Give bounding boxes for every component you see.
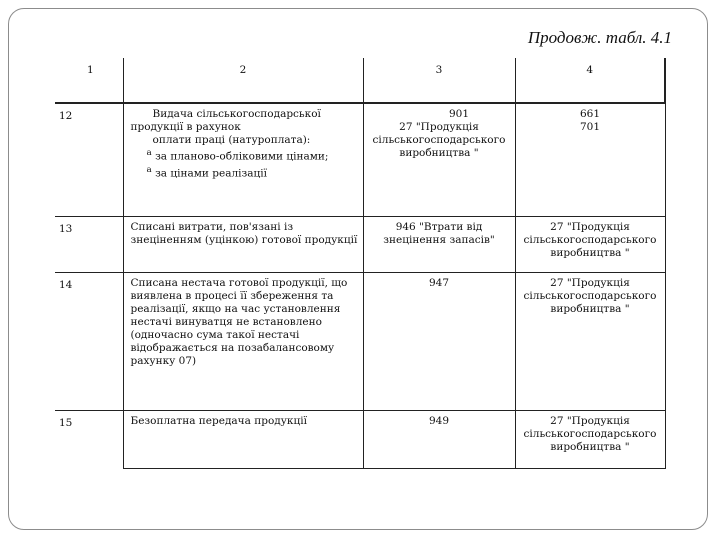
table-row — [55, 103, 665, 216]
table-caption: Продовж. табл. 4.1 — [527, 28, 672, 47]
operation-description: Безоплатна передача продукції — [123, 410, 363, 468]
operation-description: Списана нестача готової продукції, що виявлена в процесі її збереження та реалізації, якщо на час установлення нестачі винуватця не встановлено (одночасно сума такої нестачі відображається на позабалансовому рахунку 07) — [123, 272, 363, 410]
debit-account: 946 "Втрати від знецінення запасів" — [363, 216, 515, 272]
row-number: 12 — [55, 103, 123, 216]
credit-account: 27 "Продукція сільськогосподарського виробництва " — [515, 216, 665, 272]
table-row — [55, 410, 665, 468]
credit-account: 27 "Продукція сільськогосподарського виробництва " — [515, 272, 665, 410]
debit-account: 947 — [363, 272, 515, 410]
row-number: 14 — [55, 272, 123, 410]
table-row — [55, 216, 665, 272]
header-col-2: 2 — [123, 58, 363, 103]
credit-account: 661 701 — [515, 103, 665, 216]
operation-description: Видача сільськогосподарської продукції в рахунок оплати праці (натуроплата): $^a$ за планово-обліковими цінами; $^a$ за цінами реалізації — [123, 103, 363, 216]
accounting-table — [55, 58, 666, 469]
header-col-4: 4 — [515, 58, 665, 103]
table-row — [55, 272, 665, 410]
operation-description: Списані витрати, пов'язані із знеціненням (уцінкою) готової продукції — [123, 216, 363, 272]
credit-account: 27 "Продукція сільськогосподарського виробництва " — [515, 410, 665, 468]
row-number: 15 — [55, 410, 123, 468]
header-col-1: 1 — [55, 58, 123, 103]
debit-account: 949 — [363, 410, 515, 468]
debit-account: 901 27 "Продукція сільськогосподарського виробництва " — [363, 103, 515, 216]
header-row — [55, 58, 665, 103]
row-number: 13 — [55, 216, 123, 272]
header-col-3: 3 — [363, 58, 515, 103]
